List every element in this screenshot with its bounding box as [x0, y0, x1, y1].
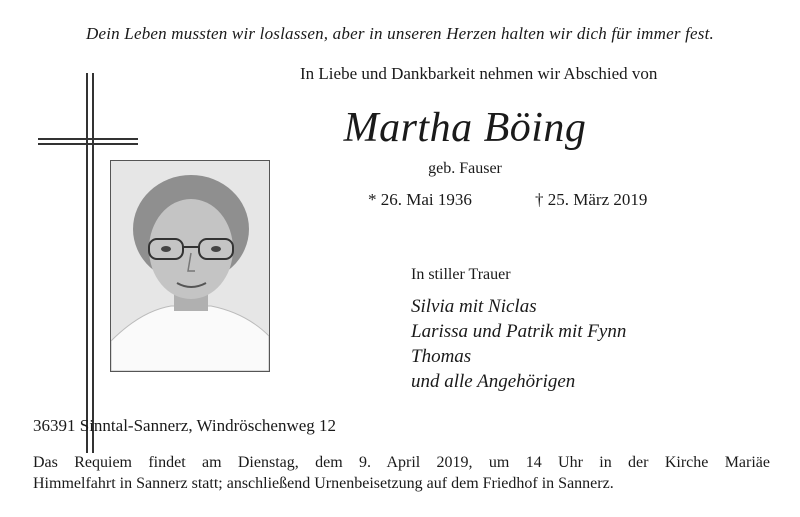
mourner-line: Larissa und Patrik mit Fynn: [411, 321, 627, 342]
deceased-name: Martha Böing: [343, 105, 587, 151]
mourning-label: In stiller Trauer: [411, 266, 511, 283]
address: 36391 Sinntal-Sannerz, Windröschenweg 12: [33, 416, 337, 435]
birth-name: geb. Fauser: [428, 160, 502, 177]
farewell-intro: In Liebe und Dankbarkeit nehmen wir Abschied von: [300, 64, 658, 83]
mourner-line: Silvia mit Niclas: [411, 296, 537, 317]
motto-line: Dein Leben mussten wir loslassen, aber in unseren Herzen halten wir dich für immer fest.: [86, 24, 714, 43]
mourner-line: Thomas: [411, 346, 472, 367]
requiem-text-line2: Himmelfahrt in Sannerz statt; anschließend Urnenbeisetzung auf dem Friedhof in Sannerz.: [33, 475, 614, 492]
mourner-line: und alle Angehörigen: [411, 371, 576, 392]
portrait-photo: [110, 160, 270, 372]
requiem-text-line1: Das Requiem findet am Dienstag, dem 9. April 2019, um 14 Uhr in der Kirche Mariäe: [33, 454, 770, 471]
birth-date: * 26. Mai 1936: [368, 190, 472, 209]
death-date: † 25. März 2019: [535, 190, 648, 209]
